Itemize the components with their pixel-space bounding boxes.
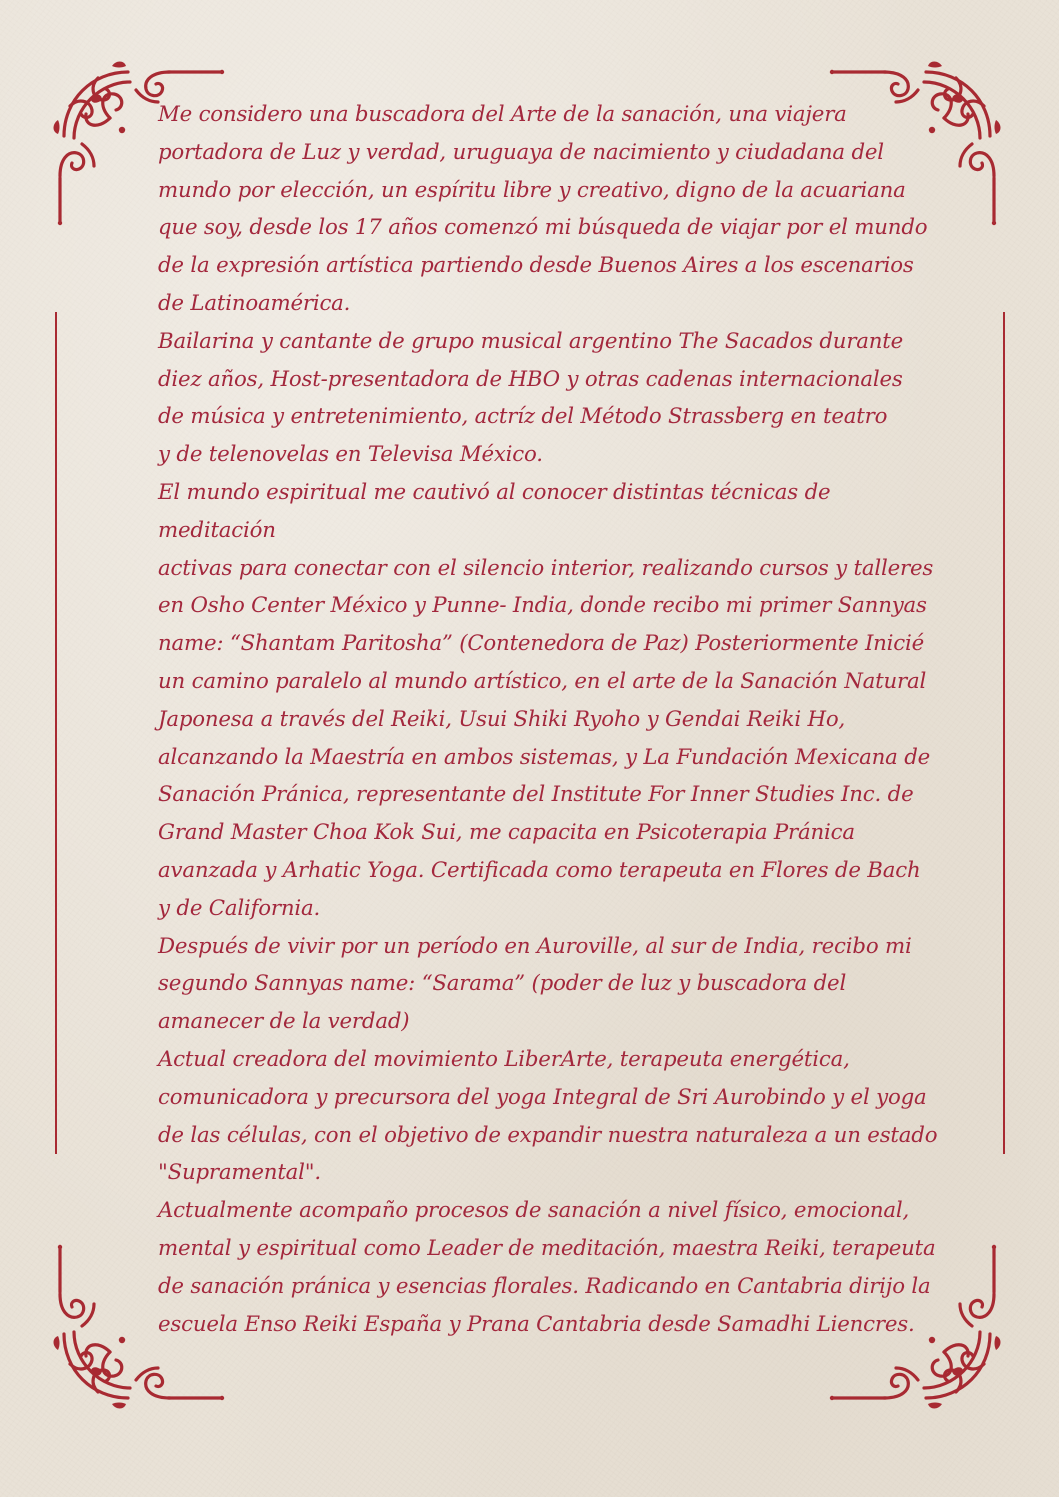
paragraph-liberarte: Actual creadora del movimiento LiberArte, terapeuta energética, comunicadora y precursora del yoga Integral de Sri Aurobindo y el yoga de las células, con el objetivo de expandir nuestra naturaleza a un estado "Supramental". bbox=[158, 1046, 938, 1186]
paragraph-artistic-career: Bailarina y cantante de grupo musical argentino The Sacados durante diez años, Host-presentadora de HBO y otras cadenas internacionales de música y entretenimiento, actríz del Método Strassberg en teatro y de telenovelas en Televisa México. bbox=[158, 328, 904, 468]
left-border-line bbox=[55, 312, 57, 1154]
biography-text bbox=[158, 96, 948, 1343]
paragraph-spiritual-path: El mundo espiritual me cautivó al conocer distintas técnicas de meditación activas para conectar con el silencio interior, realizando cursos y talleres en Osho Center México y Punne- India, donde recibo mi primer Sannyas name: “Shantam Paritosha” (Contenedora de Paz) Posteriormente Inicié un camino paralelo al mundo artístico, en el arte de la Sanación Natural Japonesa a través del Reiki, Usui Shiki Ryoho y Gendai Reiki Ho, alcanzando la Maestría en ambos sistemas, y La Fundación Mexicana de Sanación Pránica, representante del Institute For Inner Studies Inc. de Grand Master Choa Kok Sui, me capacita en Psicoterapia Pránica avanzada y Arhatic Yoga. Certificada como terapeuta en Flores de Bach y de California. bbox=[158, 479, 934, 921]
paragraph-current-work: Actualmente acompaño procesos de sanación a nivel físico, emocional, mental y espiritual como Leader de meditación, maestra Reiki, terapeuta de sanación pránica y esencias florales. Radicando en Cantabria dirijo la escuela Enso Reiki España y Prana Cantabria desde Samadhi Liencres. bbox=[158, 1198, 936, 1337]
paragraph-intro: Me considero una buscadora del Arte de la sanación, una viajera portadora de Luz y verdad, uruguaya de nacimiento y ciudadana del mundo por elección, un espíritu libre y creativo, digno de la acuariana que soy, desde los 17 años comenzó mi búsqueda de viajar por el mundo de la expresión artística partiendo desde Buenos Aires a los escenarios de Latinoamérica. bbox=[158, 102, 928, 316]
right-border-line bbox=[1003, 312, 1005, 1154]
paragraph-auroville: Después de vivir por un período en Auroville, al sur de India, recibo mi segundo Sannyas name: “Sarama” (poder de luz y buscadora del amanecer de la verdad) bbox=[158, 933, 912, 1035]
